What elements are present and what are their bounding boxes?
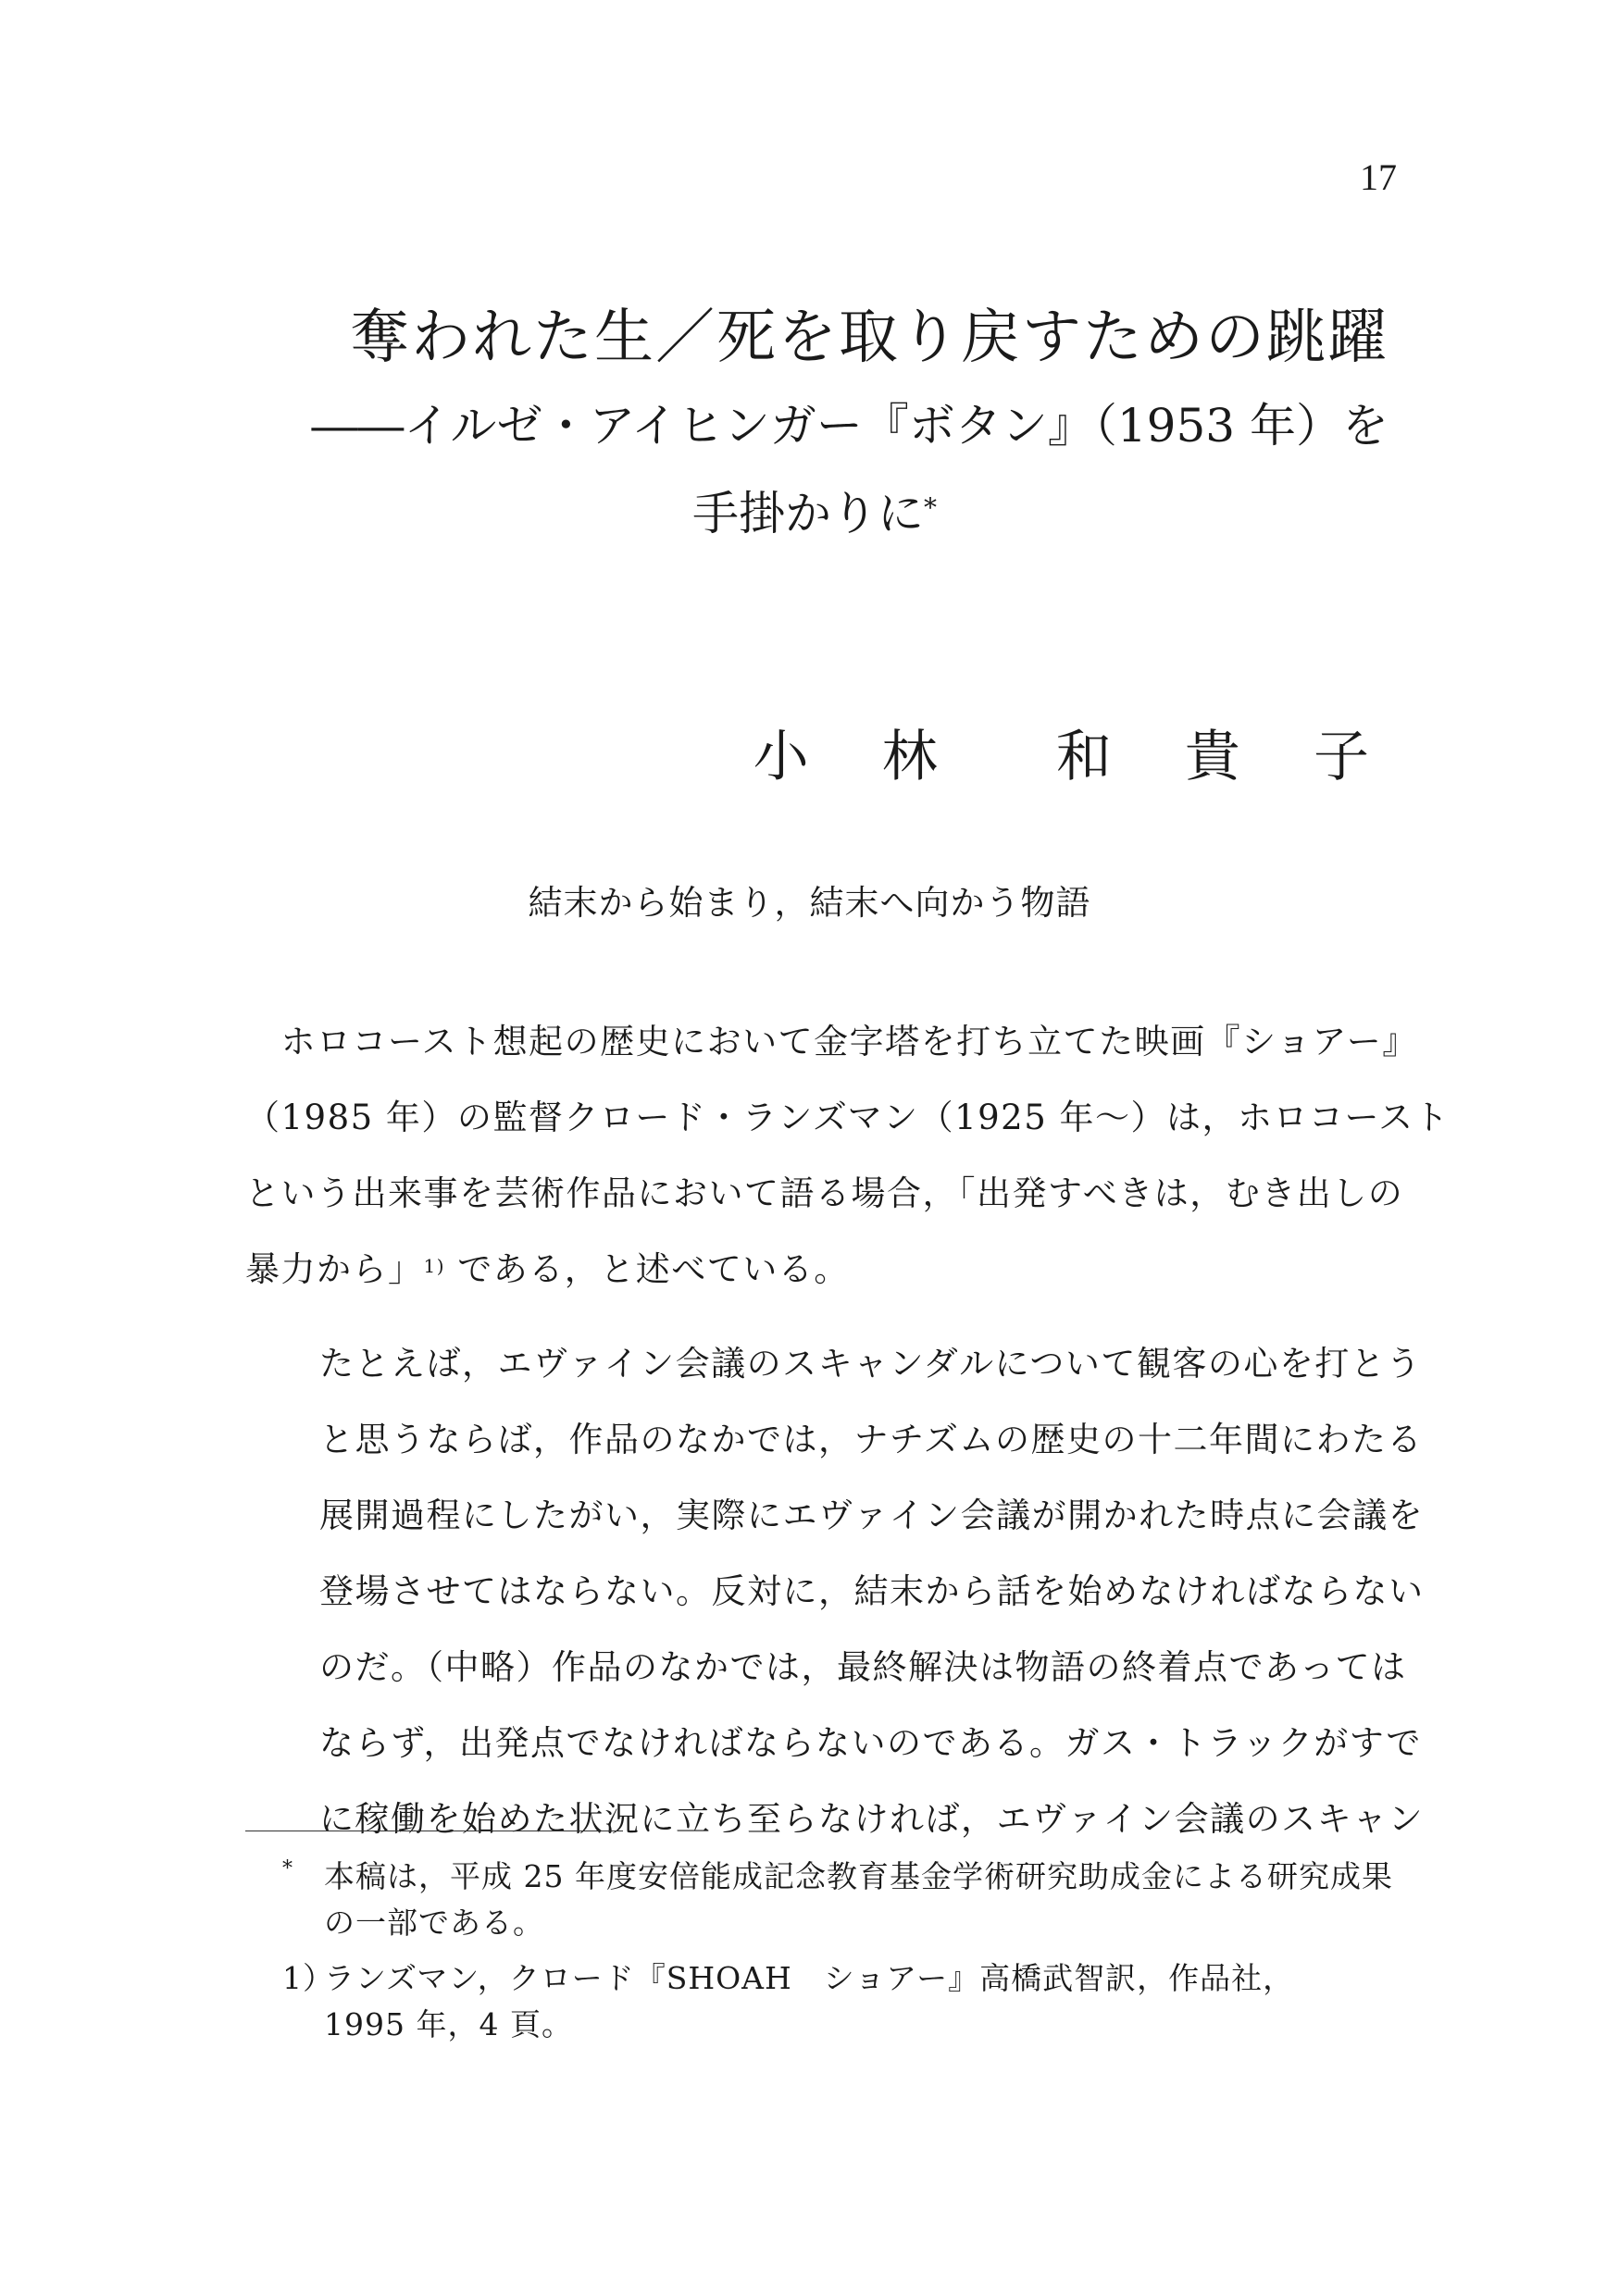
footnote — [282, 1854, 1421, 1946]
footnote-line: ランズマン，クロード『SHOAH ショアー』高橋武智訳，作品社， — [324, 1960, 1295, 1996]
footnote-body — [324, 1955, 1294, 2048]
footnote-line: 本稿は，平成 25 年度安倍能成記念教育基金学術研究助成金による研究成果 — [324, 1858, 1393, 1894]
footnote-mark: * — [282, 1857, 293, 1880]
paragraph-line: （1985 年）の監督クロード・ランズマン（1925 年～）は，ホロコースト — [245, 1098, 1451, 1137]
title-block — [241, 292, 1389, 560]
footnote-reference: 1) — [423, 1255, 446, 1277]
section-heading: 結末から始まり，結末へ向かう物語 — [528, 883, 1091, 923]
footnotes — [282, 1854, 1421, 2057]
paragraph-text: である，と述べている。 — [445, 1249, 850, 1289]
quote-line: 登場させてはならない。反対に，結末から話を始めなければならない — [319, 1571, 1425, 1611]
author-name: 小 林 和 貴 子 — [753, 725, 1397, 789]
quote-line: 展開過程にしたがい，実際にエヴァイン会議が開かれた時点に会議を — [319, 1496, 1425, 1535]
paragraph-line: ホロコースト想起の歴史において金字塔を打ち立てた映画『ショアー』 — [245, 1022, 1418, 1061]
quote-line: と思うならば，作品のなかでは，ナチズムの歴史の十二年間にわたる — [319, 1420, 1424, 1459]
quote-line: ならず，出発点でなければならないのである。ガス・トラックがすで — [319, 1723, 1422, 1763]
block-quote — [319, 1326, 1425, 1857]
paragraph-text: 暴力から」 — [245, 1249, 424, 1289]
footnote-body — [324, 1854, 1393, 1946]
body-paragraph — [245, 1004, 1451, 1308]
article-subtitle-line-2 — [241, 467, 1389, 560]
footnote-line: の一部である。 — [324, 1905, 544, 1941]
subtitle-text: 手掛かりに — [692, 487, 924, 540]
paragraph-line: という出来事を芸術作品において語る場合，「出発すべきは，むき出しの — [245, 1173, 1404, 1213]
article-title: 奪われた生／死を取り戻すための跳躍 — [350, 304, 1389, 372]
page-number: 17 — [1360, 156, 1397, 198]
title-footnote-mark: * — [924, 492, 937, 523]
footnote — [282, 1955, 1421, 2048]
footnote-line: 1995 年，4 頁。 — [324, 2006, 573, 2042]
article-subtitle-line-1: ――イルゼ・アイヒンガー『ボタン』（1953 年）を — [311, 399, 1389, 453]
quote-line: たとえば，エヴァイン会議のスキャンダルについて観客の心を打とう — [319, 1344, 1422, 1384]
paragraph-line — [245, 1232, 1412, 1308]
quote-line: のだ。（中略）作品のなかでは，最終解決は物語の終着点であっては — [319, 1647, 1407, 1687]
quote-line: に稼働を始めた状況に立ち至らなければ，エヴァイン会議のスキャン — [319, 1799, 1425, 1839]
footnote-mark: 1） — [282, 1960, 334, 1996]
